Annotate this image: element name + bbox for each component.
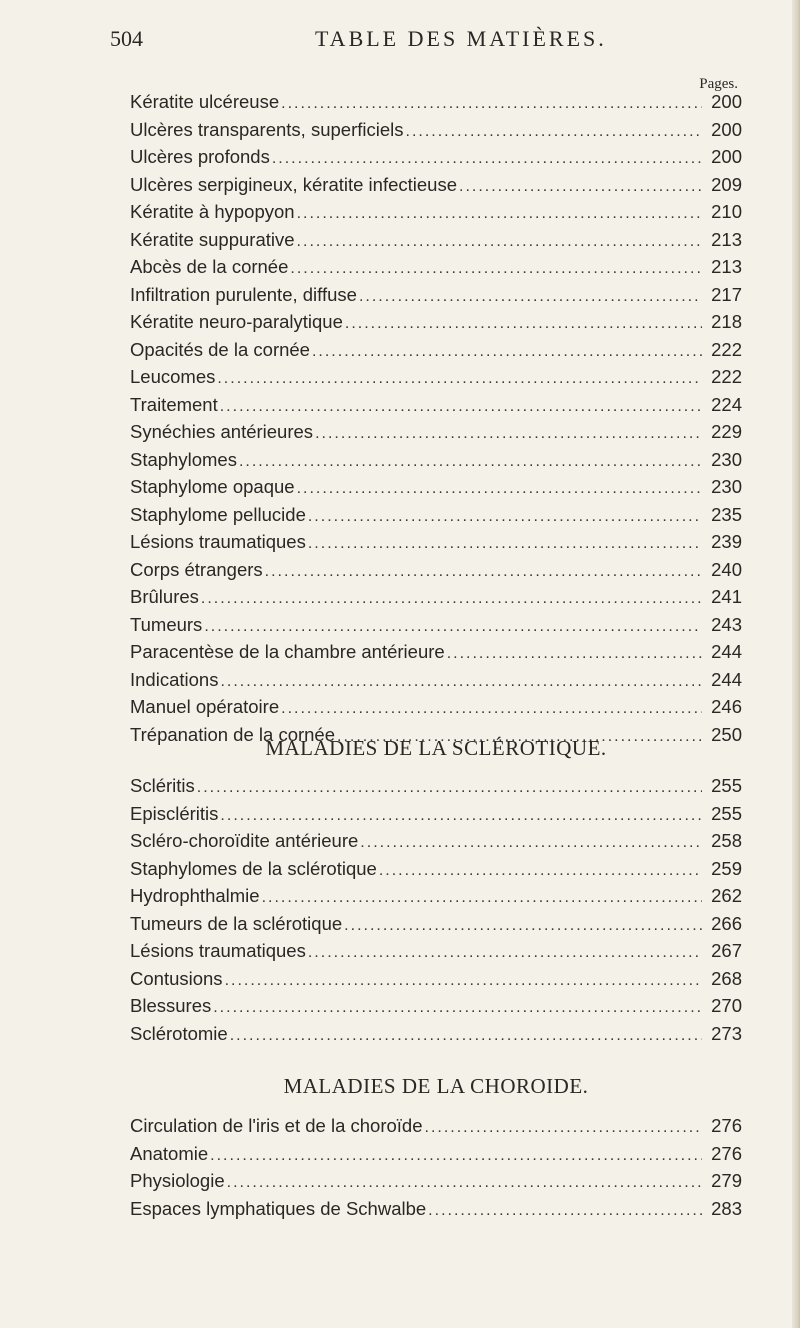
dot-leader xyxy=(281,90,702,118)
toc-section-cornea xyxy=(130,88,742,748)
toc-entry-page: 200 xyxy=(711,91,742,112)
toc-entry-label: Kératite neuro-paralytique xyxy=(130,311,343,332)
toc-entry xyxy=(130,1167,742,1195)
toc-entry xyxy=(130,693,742,721)
toc-entry-page: 259 xyxy=(711,857,742,879)
dot-leader xyxy=(345,310,702,338)
toc-entry xyxy=(130,965,742,993)
toc-entry-label: Anatomie xyxy=(130,1142,209,1164)
toc-entry-label: Infiltration purulente, diffuse xyxy=(130,283,357,305)
page-number: 504 xyxy=(110,26,143,51)
toc-entry xyxy=(130,638,742,666)
toc-entry-page: 267 xyxy=(711,940,742,961)
toc-entry-label: Brûlures xyxy=(130,586,199,607)
toc-entry-page: 266 xyxy=(711,912,742,934)
toc-entry-label: Abcès de la cornée xyxy=(130,256,289,277)
dot-leader xyxy=(217,365,702,393)
toc-entry-page: 230 xyxy=(711,476,742,497)
toc-entry xyxy=(130,473,742,501)
toc-entry-label: Sclérotomie xyxy=(130,1022,228,1044)
toc-entry-label: Corps étrangers xyxy=(130,558,263,580)
toc-entry-label: Hydrophthalmie xyxy=(130,885,260,906)
toc-entry xyxy=(130,501,742,529)
toc-entry xyxy=(130,827,742,855)
toc-entry xyxy=(130,583,742,611)
toc-entry xyxy=(130,281,742,309)
toc-entry xyxy=(130,528,742,556)
section-title-choroide: MALADIES DE LA CHOROIDE. xyxy=(283,1074,589,1098)
toc-entry-page: 218 xyxy=(711,311,742,332)
toc-entry xyxy=(130,418,742,446)
toc-entry-page: 244 xyxy=(711,641,742,662)
toc-entry xyxy=(130,391,742,419)
toc-section-sclerotique xyxy=(130,772,742,1047)
toc-entry-page: 258 xyxy=(711,830,742,851)
dot-leader xyxy=(197,774,702,802)
toc-entry xyxy=(130,143,742,171)
toc-entry-label: Blessures xyxy=(130,995,212,1016)
dot-leader xyxy=(308,530,702,558)
dot-leader xyxy=(220,393,702,421)
toc-entry-label: Kératite ulcéreuse xyxy=(130,91,280,112)
toc-entry-label: Kératite suppurative xyxy=(130,228,295,250)
toc-entry-label: Tumeurs xyxy=(130,613,203,635)
toc-entry xyxy=(130,855,742,883)
toc-entry-page: 276 xyxy=(711,1115,742,1136)
toc-entry xyxy=(130,171,742,199)
toc-entry xyxy=(130,800,742,828)
toc-entry-label: Ulcères transparents, superficiels xyxy=(130,118,404,140)
toc-entry-page: 235 xyxy=(711,503,742,525)
dot-leader xyxy=(344,912,702,940)
dot-leader xyxy=(210,1142,702,1170)
toc-entry-label: Episcléritis xyxy=(130,802,219,824)
toc-entry-page: 270 xyxy=(711,995,742,1016)
toc-entry-page: 268 xyxy=(711,967,742,989)
toc-entry-page: 240 xyxy=(711,558,742,580)
toc-entry xyxy=(130,116,742,144)
toc-entry xyxy=(130,611,742,639)
toc-entry-page: 210 xyxy=(711,201,742,222)
toc-entry-label: Espaces lymphatiques de Schwalbe xyxy=(130,1197,427,1219)
dot-leader xyxy=(262,884,702,912)
toc-entry-page: 222 xyxy=(711,366,742,387)
toc-entry-page: 209 xyxy=(711,173,742,195)
dot-leader xyxy=(428,1197,702,1225)
toc-entry-page: 213 xyxy=(711,256,742,277)
toc-entry xyxy=(130,308,742,336)
dot-leader xyxy=(239,448,702,476)
page-edge xyxy=(792,0,800,1328)
toc-entry-page: 276 xyxy=(711,1142,742,1164)
toc-entry-page: 213 xyxy=(711,228,742,250)
toc-entry xyxy=(130,882,742,910)
toc-entry-label: Tumeurs de la sclérotique xyxy=(130,912,343,934)
toc-entry xyxy=(130,992,742,1020)
toc-entry xyxy=(130,1020,742,1048)
dot-leader xyxy=(230,1022,702,1050)
page-title: TABLE DES MATIÈRES. xyxy=(315,26,607,51)
toc-entry-page: 262 xyxy=(711,885,742,906)
toc-entry-page: 200 xyxy=(711,118,742,140)
pages-column-label: Pages. xyxy=(699,76,738,92)
dot-leader xyxy=(297,200,702,228)
toc-entry-page: 229 xyxy=(711,421,742,442)
toc-entry xyxy=(130,937,742,965)
toc-entry-page: 241 xyxy=(711,586,742,607)
toc-entry-label: Indications xyxy=(130,668,219,690)
toc-entry-label: Lésions traumatiques xyxy=(130,940,306,961)
toc-entry-page: 255 xyxy=(711,802,742,824)
dot-leader xyxy=(220,802,702,830)
toc-entry xyxy=(130,556,742,584)
dot-leader xyxy=(359,283,702,311)
dot-leader xyxy=(272,145,702,173)
toc-entry xyxy=(130,1112,742,1140)
toc-entry xyxy=(130,88,742,116)
dot-leader xyxy=(360,829,702,857)
dot-leader xyxy=(425,1114,703,1142)
toc-entry-page: 200 xyxy=(711,146,742,167)
dot-leader xyxy=(201,585,702,613)
toc-entry-label: Trépanation de la cornée xyxy=(130,723,336,745)
toc-entry-label: Manuel opératoire xyxy=(130,696,280,717)
toc-entry-label: Paracentèse de la chambre antérieure xyxy=(130,641,445,662)
toc-entry-label: Opacités de la cornée xyxy=(130,338,310,360)
toc-entry-label: Contusions xyxy=(130,967,223,989)
dot-leader xyxy=(204,613,702,641)
toc-entry-page: 283 xyxy=(711,1197,742,1219)
dot-leader xyxy=(447,640,702,668)
dot-leader xyxy=(308,503,702,531)
toc-entry xyxy=(130,1195,742,1223)
toc-entry xyxy=(130,198,742,226)
dot-leader xyxy=(213,994,702,1022)
toc-entry-page: 273 xyxy=(711,1022,742,1044)
dot-leader xyxy=(379,857,702,885)
toc-entry-label: Circulation de l'iris et de la choroïde xyxy=(130,1115,423,1136)
toc-entry xyxy=(130,666,742,694)
toc-entry-page: 246 xyxy=(711,696,742,717)
toc-entry-page: 230 xyxy=(711,448,742,470)
toc-section-choroide xyxy=(130,1112,742,1222)
toc-entry-page: 222 xyxy=(711,338,742,360)
toc-entry-page: 255 xyxy=(711,775,742,796)
toc-entry xyxy=(130,253,742,281)
dot-leader xyxy=(308,939,702,967)
toc-entry-page: 224 xyxy=(711,393,742,415)
toc-entry-label: Lésions traumatiques xyxy=(130,531,306,552)
toc-entry-label: Ulcères serpigineux, kératite infectieuse xyxy=(130,173,457,195)
toc-entry xyxy=(130,910,742,938)
dot-leader xyxy=(312,338,702,366)
dot-leader xyxy=(406,118,703,146)
toc-entry-label: Scléro-choroïdite antérieure xyxy=(130,830,359,851)
toc-entry-label: Scléritis xyxy=(130,775,195,796)
toc-entry-page: 244 xyxy=(711,668,742,690)
toc-entry-label: Staphylomes xyxy=(130,448,237,470)
toc-entry xyxy=(130,363,742,391)
section-title-sclerotique: MALADIES DE LA SCLÉROTIQUE. xyxy=(265,736,607,760)
toc-entry-label: Ulcères profonds xyxy=(130,146,270,167)
toc-entry-label: Kératite à hypopyon xyxy=(130,201,295,222)
toc-entry-page: 243 xyxy=(711,613,742,635)
toc-entry-label: Staphylome pellucide xyxy=(130,503,306,525)
toc-entry-label: Staphylome opaque xyxy=(130,476,295,497)
dot-leader xyxy=(225,967,702,995)
dot-leader xyxy=(227,1169,702,1197)
toc-entry xyxy=(130,772,742,800)
toc-entry-page: 250 xyxy=(711,723,742,745)
toc-entry xyxy=(130,226,742,254)
toc-entry-page: 279 xyxy=(711,1170,742,1191)
dot-leader xyxy=(297,475,702,503)
dot-leader xyxy=(290,255,702,283)
toc-entry xyxy=(130,1140,742,1168)
toc-entry-label: Physiologie xyxy=(130,1170,225,1191)
toc-entry-page: 239 xyxy=(711,531,742,552)
toc-entry-label: Synéchies antérieures xyxy=(130,421,314,442)
dot-leader xyxy=(220,668,702,696)
toc-entry-page: 217 xyxy=(711,283,742,305)
toc-entry-label: Leucomes xyxy=(130,366,216,387)
toc-entry-label: Staphylomes de la sclérotique xyxy=(130,857,377,879)
dot-leader xyxy=(459,173,702,201)
toc-entry-label: Traitement xyxy=(130,393,218,415)
toc-entry xyxy=(130,446,742,474)
dot-leader xyxy=(265,558,702,586)
dot-leader xyxy=(297,228,702,256)
dot-leader xyxy=(315,420,702,448)
dot-leader xyxy=(281,695,702,723)
toc-entry xyxy=(130,336,742,364)
